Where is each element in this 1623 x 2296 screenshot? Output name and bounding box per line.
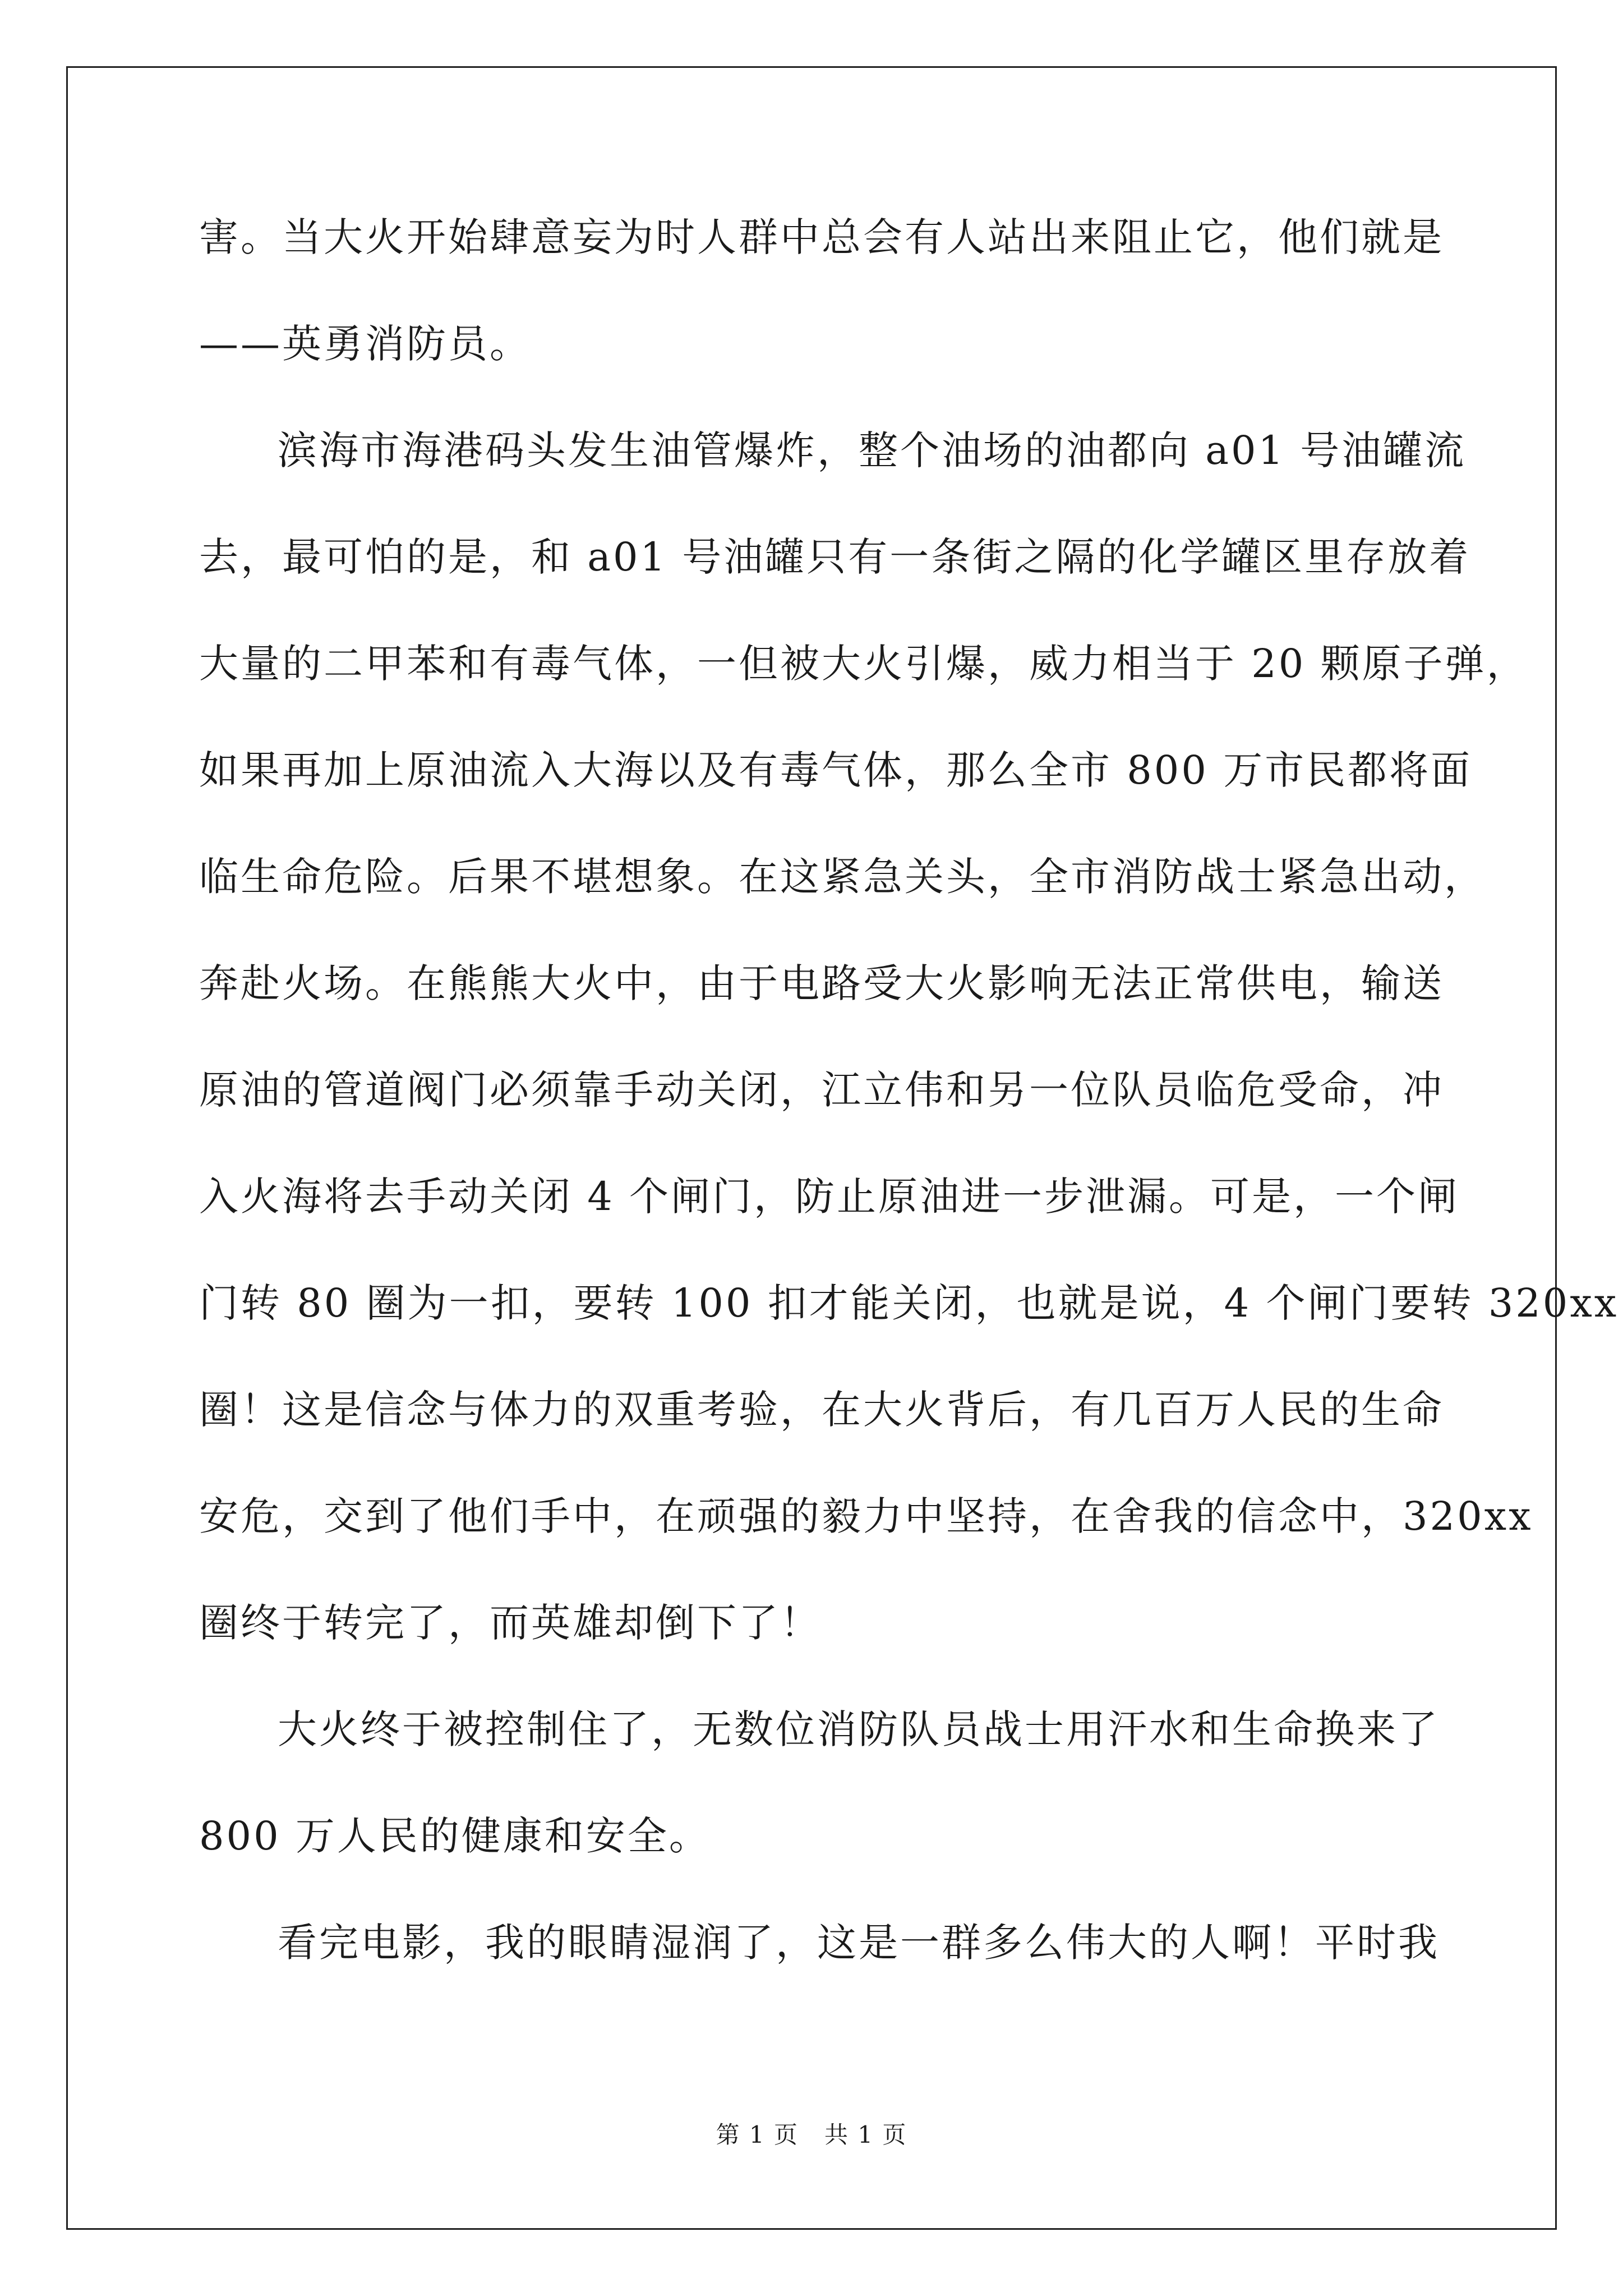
text-line: 如果再加上原油流入大海以及有毒气体，那么全市 800 万市民都将面 — [199, 747, 1473, 793]
document-body — [199, 214, 1619, 2030]
paragraph-start-line: 滨海市海港码头发生油管爆炸，整个油场的油都向 a01 号油罐流 — [278, 427, 1467, 473]
page-total: 共 1 页 — [824, 2121, 907, 2148]
text-line: 害。当大火开始肆意妄为时人群中总会有人站出来阻止它，他们就是 — [199, 214, 1444, 260]
text-line: 原油的管道阀门必须靠手动关闭，江立伟和另一位队员临危受命，冲 — [199, 1067, 1444, 1113]
page-footer — [0, 2123, 1623, 2147]
text-line: 800 万人民的健康和安全。 — [199, 1813, 711, 1859]
text-line: 奔赴火场。在熊熊大火中，由于电路受大火影响无法正常供电，输送 — [199, 960, 1444, 1006]
text-line: 大量的二甲苯和有毒气体，一但被大火引爆，威力相当于 20 颗原子弹， — [199, 641, 1528, 687]
text-line: 临生命危险。后果不堪想象。在这紧急关头，全市消防战士紧急出动， — [199, 854, 1486, 900]
text-line: 去，最可怕的是，和 a01 号油罐只有一条街之隔的化学罐区里存放着 — [199, 534, 1471, 580]
text-line: 圈！这是信念与体力的双重考验，在大火背后，有几百万人民的生命 — [199, 1387, 1444, 1433]
page-number: 第 1 页 — [716, 2121, 799, 2148]
text-line: 圈终于转完了，而英雄却倒下了！ — [199, 1600, 822, 1646]
text-line: 安危，交到了他们手中，在顽强的毅力中坚持，在舍我的信念中，320xx — [199, 1493, 1533, 1539]
paragraph-start-line: 看完电影，我的眼睛湿润了，这是一群多么伟大的人啊！平时我 — [278, 1920, 1440, 1966]
text-line: 入火海将去手动关闭 4 个闸门，防止原油进一步泄漏。可是，一个闸 — [199, 1174, 1460, 1220]
text-line: ——英勇消防员。 — [199, 321, 531, 367]
paragraph-start-line: 大火终于被控制住了，无数位消防队员战士用汗水和生命换来了 — [278, 1706, 1440, 1752]
text-line: 门转 80 圈为一扣，要转 100 扣才能关闭，也就是说，4 个闸门要转 320xx — [199, 1280, 1619, 1326]
